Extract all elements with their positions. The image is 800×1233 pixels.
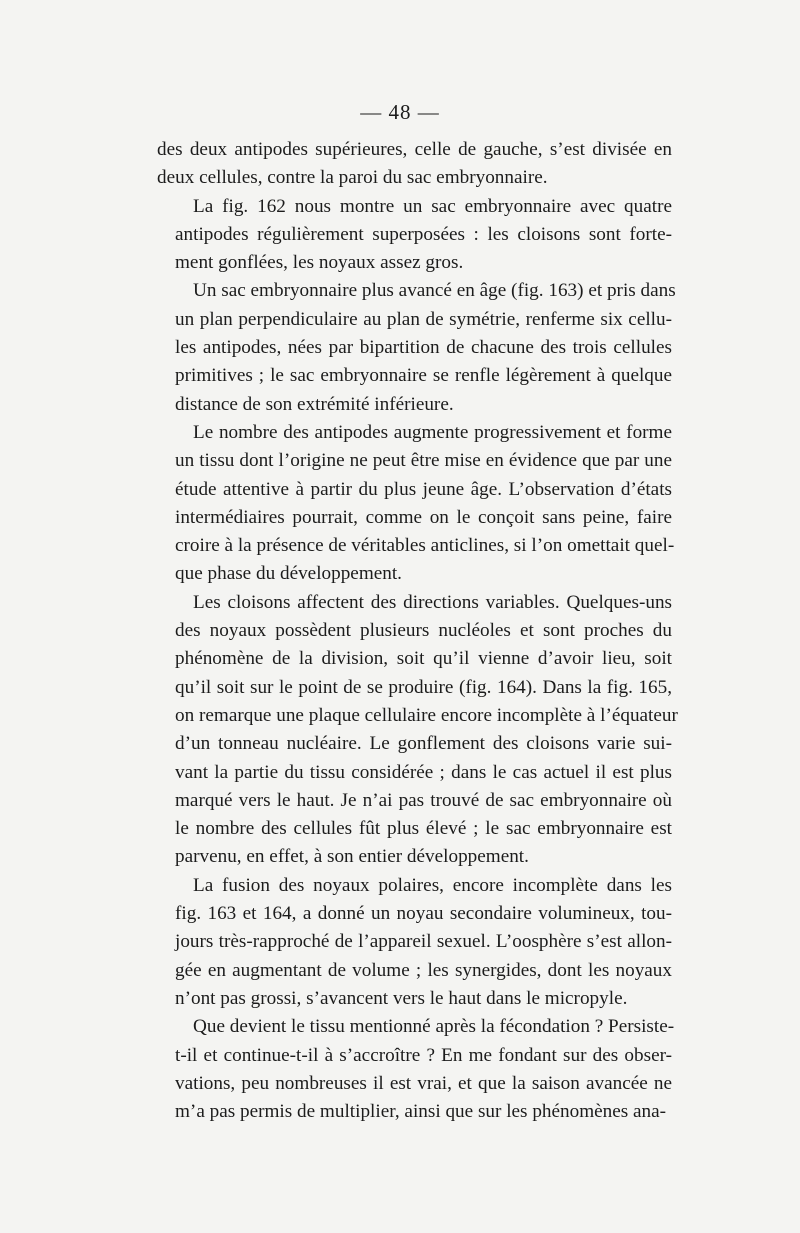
page-number: — 48 — xyxy=(360,100,440,124)
text-line: vant la partie du tissu considérée ; dans le cas actuel il est plus xyxy=(175,761,672,783)
text-line: distance de son extrémité inférieure. xyxy=(175,393,454,415)
paragraph xyxy=(157,277,676,418)
text-line: jours très-rapproché de l’appareil sexuel. L’oosphère s’est allon- xyxy=(175,931,672,953)
text-line: deux cellules, contre la paroi du sac embryonnaire. xyxy=(157,167,548,189)
text-line: croire à la présence de véritables anticlines, si l’on omettait quel- xyxy=(175,535,675,557)
text-line: le nombre des cellules fût plus élevé ; le sac embryonnaire est xyxy=(175,818,672,840)
text-line: primitives ; le sac embryonnaire se renfle légèrement à quelque xyxy=(175,365,672,387)
text-line: gée en augmentant de volume ; les synergides, dont les noyaux xyxy=(175,959,672,981)
paragraph xyxy=(157,419,675,589)
text-line: m’a pas permis de multiplier, ainsi que sur les phénomènes ana- xyxy=(175,1101,667,1123)
text-line: Le nombre des antipodes augmente progressivement et forme xyxy=(193,421,672,443)
text-line: intermédiaires pourrait, comme on le conçoit sans peine, faire xyxy=(175,506,672,528)
text-line: La fusion des noyaux polaires, encore incomplète dans les xyxy=(193,874,672,896)
paragraph xyxy=(157,589,678,872)
text-line: qu’il soit sur le point de se produire (fig. 164). Dans la fig. 165, xyxy=(175,676,672,698)
text-line: Les cloisons affectent des directions variables. Quelques-uns xyxy=(193,591,672,613)
text-line: parvenu, en effet, à son entier développement. xyxy=(175,846,529,868)
text-line: un plan perpendiculaire au plan de symétrie, renferme six cellu- xyxy=(175,308,672,330)
text-line: un tissu dont l’origine ne peut être mise en évidence que par une xyxy=(175,450,672,472)
text-line: phénomène de la division, soit qu’il vienne d’avoir lieu, soit xyxy=(175,648,672,670)
text-line: fig. 163 et 164, a donné un noyau secondaire volumineux, tou- xyxy=(175,903,672,925)
text-line: Que devient le tissu mentionné après la fécondation ? Persiste- xyxy=(193,1016,675,1038)
text-line: La fig. 162 nous montre un sac embryonnaire avec quatre xyxy=(193,195,672,217)
text-line: Un sac embryonnaire plus avancé en âge (fig. 163) et pris dans xyxy=(193,280,676,302)
paragraph xyxy=(157,872,672,1013)
text-line: t-il et continue-t-il à s’accroître ? En me fondant sur des obser- xyxy=(175,1044,672,1066)
body-text xyxy=(157,136,678,1126)
paragraph xyxy=(157,1013,675,1126)
text-line: antipodes régulièrement superposées : les cloisons sont forte- xyxy=(175,223,672,245)
paragraph xyxy=(157,193,672,278)
text-line: que phase du développement. xyxy=(175,563,402,585)
text-line: n’ont pas grossi, s’avancent vers le haut dans le micropyle. xyxy=(175,987,628,1009)
text-line: étude attentive à partir du plus jeune âge. L’observation d’états xyxy=(175,478,672,500)
text-line: ment gonflées, les noyaux assez gros. xyxy=(175,252,464,274)
text-line: des deux antipodes supérieures, celle de gauche, s’est divisée en xyxy=(157,139,672,160)
text-line: on remarque une plaque cellulaire encore incomplète à l’équateur xyxy=(175,704,678,726)
text-line: marqué vers le haut. Je n’ai pas trouvé de sac embryonnaire où xyxy=(175,789,672,811)
text-line: des noyaux possèdent plusieurs nucléoles et sont proches du xyxy=(175,620,672,642)
text-line: vations, peu nombreuses il est vrai, et que la saison avancée ne xyxy=(175,1072,672,1094)
text-line: les antipodes, nées par bipartition de chacune des trois cellules xyxy=(175,337,672,359)
paragraph xyxy=(157,136,672,193)
text-line: d’un tonneau nucléaire. Le gonflement des cloisons varie sui- xyxy=(175,733,672,755)
